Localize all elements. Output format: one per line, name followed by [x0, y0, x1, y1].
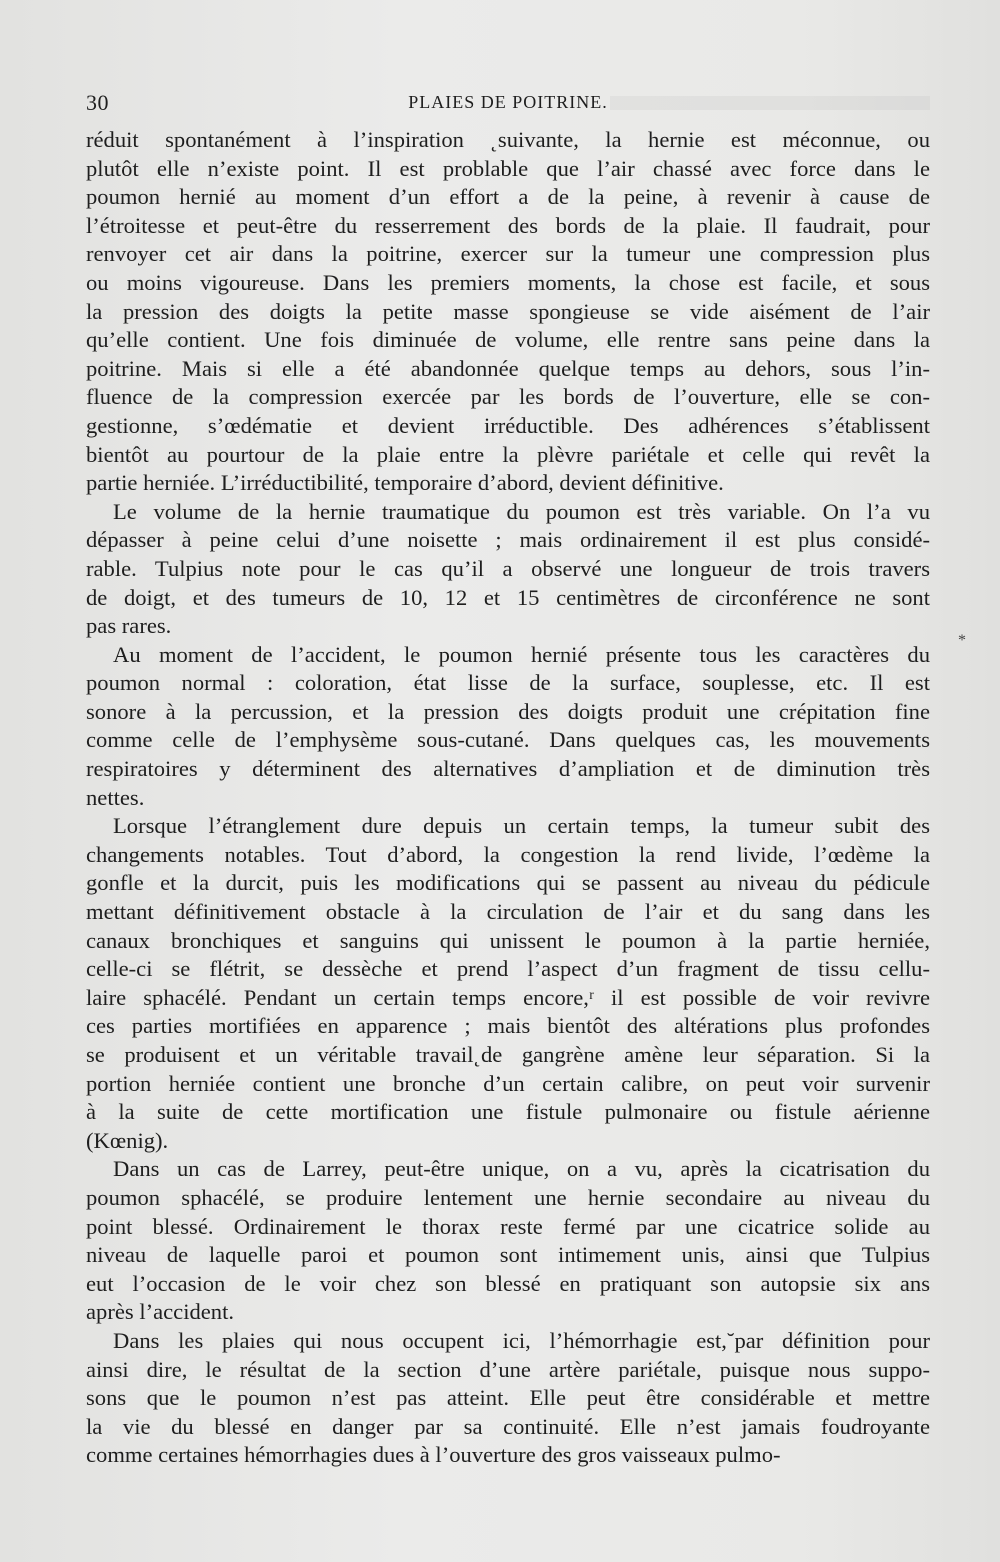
text-line: qu’elle contient. Une fois diminuée de volume, elle rentre sans peine dans la: [86, 327, 930, 353]
text-line: (Kœnig).: [86, 1127, 169, 1153]
text-line: partie herniée. L’irréductibilité, temporaire d’abord, devient définitive.: [86, 470, 724, 496]
running-title: PLAIES DE POITRINE.: [408, 92, 608, 112]
text-line: pas rares.: [86, 613, 172, 639]
paragraph: [86, 812, 930, 1155]
text-line: la vie du blessé en danger par sa continuité. Elle n’est jamais foudroyante: [86, 1413, 930, 1439]
text-line: après l’accident.: [86, 1299, 235, 1325]
text-line: gonfle et la durcit, puis les modifications qui se passent au niveau du pédicule: [86, 870, 930, 896]
text-line: rable. Tulpius note pour le cas qu’il a observé une longueur de trois travers: [86, 555, 930, 581]
text-line: poumon sphacélé, se produire lentement une hernie secondaire au niveau du: [86, 1184, 930, 1210]
text-line: respiratoires y déterminent des alternatives d’ampliation et de diminution très: [86, 756, 930, 782]
page-number: 30: [86, 90, 109, 115]
text-line: point blessé. Ordinairement le thorax reste fermé par une cicatrice solide au: [86, 1213, 930, 1239]
text-line: Dans les plaies qui nous occupent ici, l’hémorrhagie est,˘par définition pour: [113, 1327, 930, 1353]
body-text: [86, 126, 930, 1470]
text-line: Dans un cas de Larrey, peut-être unique, on a vu, après la cicatrisation du: [113, 1156, 930, 1182]
text-line: se produisent et un véritable travail˛de gangrène amène leur séparation. Si la: [86, 1042, 930, 1067]
text-line: plutôt elle n’existe point. Il est problable que l’air chassé avec force dans le: [86, 155, 930, 181]
text-line: dépasser à peine celui d’une noisette ; mais ordinairement il est plus considé-: [86, 527, 930, 553]
text-line: de doigt, et des tumeurs de 10, 12 et 15 centimètres de circonférence ne sont: [86, 584, 930, 610]
text-line: la pression des doigts la petite masse spongieuse se vide aisément de l’air: [86, 298, 930, 324]
text-line: changements notables. Tout d’abord, la congestion la rend livide, l’œdème la: [86, 841, 930, 867]
page-header: [86, 90, 930, 120]
text-line: ou moins vigoureuse. Dans les premiers moments, la chose est facile, et sous: [86, 269, 930, 295]
text-line: gestionne, s’œdématie et devient irréductible. Des adhérences s’établissent: [86, 412, 930, 438]
text-line: poumon hernié au moment d’un effort a de la peine, à revenir à cause de: [86, 184, 930, 210]
text-line: fluence de la compression exercée par les bords de l’ouverture, elle se con-: [86, 384, 930, 410]
text-line: niveau de laquelle paroi et poumon sont intimement unis, ainsi que Tulpius: [86, 1242, 930, 1268]
text-line: à la suite de cette mortification une fistule pulmonaire ou fistule aérienne: [86, 1099, 930, 1125]
text-line: réduit spontanément à l’inspiration ˛suivante, la hernie est méconnue, ou: [86, 127, 930, 152]
text-line: celle-ci se flétrit, se dessèche et prend l’aspect d’un fragment de tissu cellu-: [86, 956, 930, 982]
text-line: poitrine. Mais si elle a été abandonnée quelque temps au dehors, sous l’in-: [86, 355, 930, 381]
text-line: renvoyer cet air dans la poitrine, exercer sur la tumeur une compression plus: [86, 241, 930, 267]
text-line: Le volume de la hernie traumatique du poumon est très variable. On l’a vu: [113, 498, 930, 524]
text-line: comme celle de l’emphysème sous-cutané. Dans quelques cas, les mouvements: [86, 727, 930, 753]
text-line: Lorsque l’étranglement dure depuis un certain temps, la tumeur subit des: [113, 813, 930, 839]
text-line: comme certaines hémorrhagies dues à l’ouverture des gros vaisseaux pulmo-: [86, 1442, 781, 1468]
text-line: nettes.: [86, 784, 145, 810]
paragraph: [86, 126, 930, 498]
margin-mark: *: [958, 632, 966, 649]
text-line: ces parties mortifiées en apparence ; mais bientôt des altérations plus profondes: [86, 1013, 930, 1039]
text-line: eut l’occasion de le voir chez son blessé en pratiquant son autopsie six ans: [86, 1270, 930, 1296]
text-line: sons que le poumon n’est pas atteint. Elle peut être considérable et mettre: [86, 1385, 930, 1411]
paragraph: [86, 641, 930, 813]
text-line: laire sphacélé. Pendant un certain temps encore,ʳ il est possible de voir revivre: [86, 984, 930, 1010]
paragraph: [86, 1155, 930, 1327]
text-line: portion herniée contient une bronche d’un certain calibre, on peut voir survenir: [86, 1070, 930, 1096]
text-line: bientôt au pourtour de la plaie entre la plèvre pariétale et celle qui revêt la: [86, 441, 930, 467]
text-line: l’étroitesse et peut-être du resserrement des bords de la plaie. Il faudrait, pour: [86, 212, 930, 238]
text-line: sonore à la percussion, et la pression des doigts produit une crépitation fine: [86, 698, 930, 724]
text-line: canaux bronchiques et sanguins qui unissent le poumon à la partie herniée,: [86, 927, 930, 953]
text-line: mettant définitivement obstacle à la circulation de l’air et du sang dans les: [86, 899, 930, 925]
paragraph: [86, 1327, 930, 1470]
text-line: Au moment de l’accident, le poumon hernié présente tous les caractères du: [113, 641, 930, 667]
text-line: ainsi dire, le résultat de la section d’une artère pariétale, puisque nous suppo-: [86, 1356, 930, 1382]
paragraph: [86, 498, 930, 641]
text-line: poumon normal : coloration, état lisse de la surface, souplesse, etc. Il est: [86, 670, 930, 696]
